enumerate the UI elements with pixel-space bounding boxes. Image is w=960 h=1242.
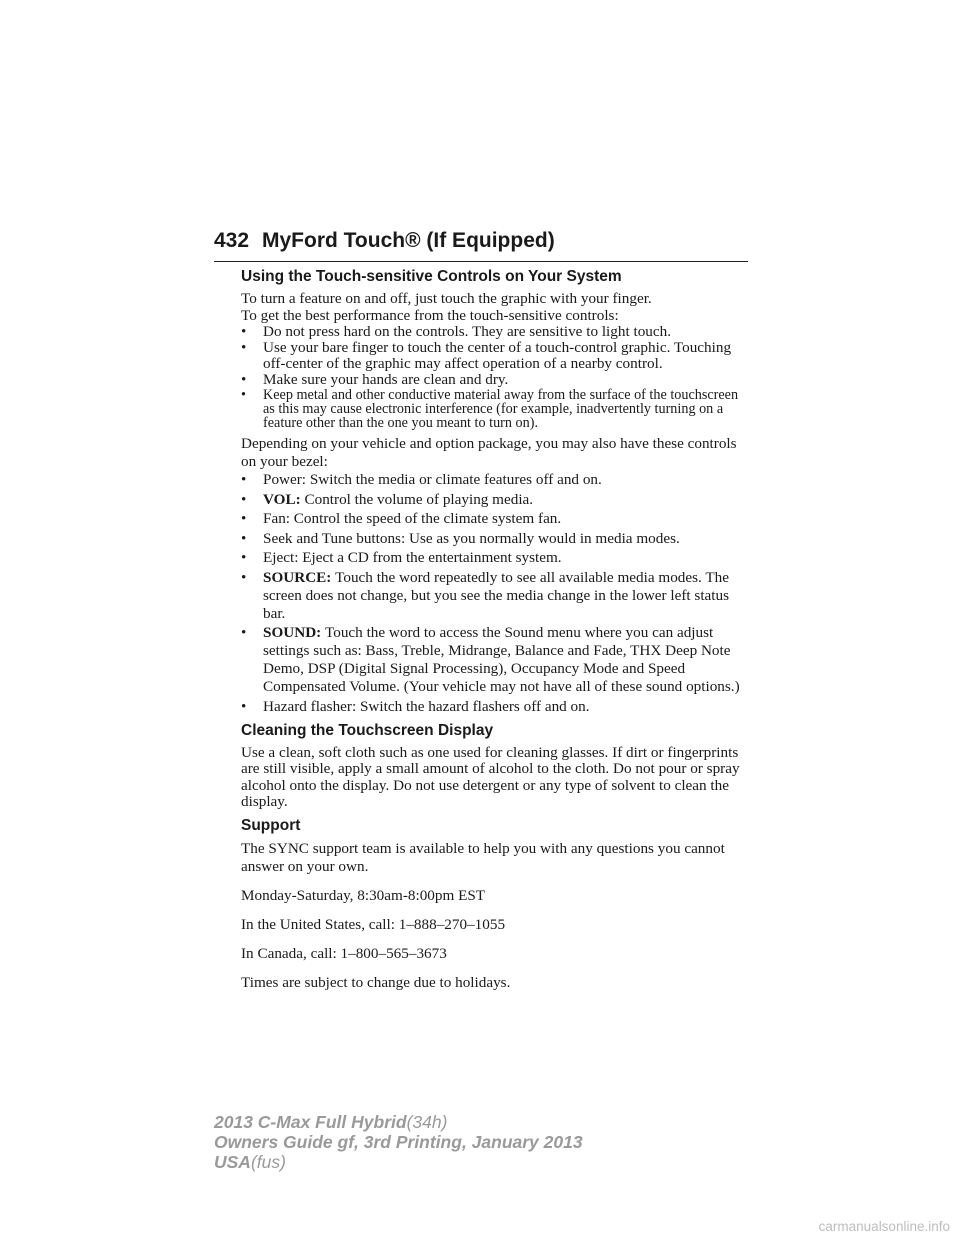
footer-line-guide: Owners Guide gf, 3rd Printing, January 2013 xyxy=(214,1132,583,1152)
term: VOL: xyxy=(263,490,305,508)
bullet-icon: • xyxy=(241,490,247,508)
list-item: • Do not press hard on the controls. They are sensitive to light touch. xyxy=(241,323,672,340)
bullet-icon: • xyxy=(241,371,247,388)
page-header xyxy=(214,229,748,262)
list-item: • Use your bare finger to touch the center of a touch-control graphic. Touching off-center of the graphic may affect operation of a nearby control. xyxy=(241,339,732,372)
bullet-icon: • xyxy=(241,568,247,586)
bullet-icon: • xyxy=(241,549,247,566)
bullet-icon: • xyxy=(241,624,247,641)
section-heading-cleaning: Cleaning the Touchscreen Display xyxy=(241,721,494,739)
term: SOUND: xyxy=(263,624,326,641)
list-item: • Hazard flasher: Switch the hazard flashers off and on. xyxy=(241,697,590,715)
intro-line-2: To get the best performance from the touch-sensitive controls: xyxy=(241,306,619,324)
list-item: • Eject: Eject a CD from the entertainment system. xyxy=(241,549,562,566)
bullet-icon: • xyxy=(241,510,247,527)
list-item: • Make sure your hands are clean and dry. xyxy=(241,371,509,388)
chapter-title: MyFord Touch® (If Equipped) xyxy=(262,229,555,252)
term: SOURCE: xyxy=(263,568,336,586)
list-item: • SOUND: Touch the word to access the Sound menu where you can adjust settings such as: Bass, Treble, Midrange, Balance and Fade, THX Deep Note Demo, DSP (Digital Signal Processing), Occupancy Mode and Speed Compensated Volume. (Your vehicle may not have all of these sound options.) xyxy=(241,624,740,695)
list-item: • Power: Switch the media or climate features off and on. xyxy=(241,471,602,488)
bullet-icon: • xyxy=(241,339,247,356)
document-footer xyxy=(214,1112,814,1172)
intro-paragraph xyxy=(241,291,751,324)
intro-line-1: To turn a feature on and off, just touch the graphic with your finger. xyxy=(241,290,652,307)
bezel-controls-list xyxy=(241,471,751,716)
bullet-icon: • xyxy=(241,387,246,403)
touch-tips-list xyxy=(241,324,751,430)
support-intro: The SYNC support team is available to help you with any questions you cannot answer on your own. xyxy=(241,839,725,875)
support-us-phone: In the United States, call: 1–888–270–1055 xyxy=(241,915,506,933)
page-number: 432 xyxy=(214,229,250,252)
section-heading-support: Support xyxy=(241,816,301,834)
bezel-intro: Depending on your vehicle and option package, you may also have these controls on your bezel: xyxy=(241,435,737,470)
footer-line-market: USA(fus) xyxy=(214,1152,286,1172)
bullet-icon: • xyxy=(241,697,247,715)
list-item: • SOURCE: Touch the word repeatedly to see all available media modes. The screen does not change, but you see the media change in the lower left status bar. xyxy=(241,568,730,622)
list-item: • VOL: Control the volume of playing media. xyxy=(241,490,534,508)
watermark: carmanualsonline.info xyxy=(818,1219,950,1234)
support-note: Times are subject to change due to holidays. xyxy=(241,973,511,991)
support-canada-phone: In Canada, call: 1–800–565–3673 xyxy=(241,944,447,962)
bullet-icon: • xyxy=(241,529,247,547)
page-content xyxy=(241,268,751,1003)
cleaning-paragraph: Use a clean, soft cloth such as one used for cleaning glasses. If dirt or fingerprints are still visible, apply a small amount of alcohol to the cloth. Do not pour or spray alcohol onto the display. Do not use detergent or any type of solvent to clean the display. xyxy=(241,743,740,810)
support-hours: Monday-Saturday, 8:30am-8:00pm EST xyxy=(241,886,486,904)
footer-line-model: 2013 C-Max Full Hybrid(34h) xyxy=(214,1112,448,1132)
list-item: • Seek and Tune buttons: Use as you normally would in media modes. xyxy=(241,529,680,547)
bullet-icon: • xyxy=(241,471,247,488)
list-item: • Keep metal and other conductive material away from the surface of the touchscreen as this may cause electronic interference (for example, inadvertently turning on a feature other than the one you meant to turn on). xyxy=(241,387,739,431)
bullet-icon: • xyxy=(241,323,247,340)
list-item: • Fan: Control the speed of the climate system fan. xyxy=(241,510,562,527)
section-heading-touch-controls: Using the Touch-sensitive Controls on Your System xyxy=(241,268,622,285)
